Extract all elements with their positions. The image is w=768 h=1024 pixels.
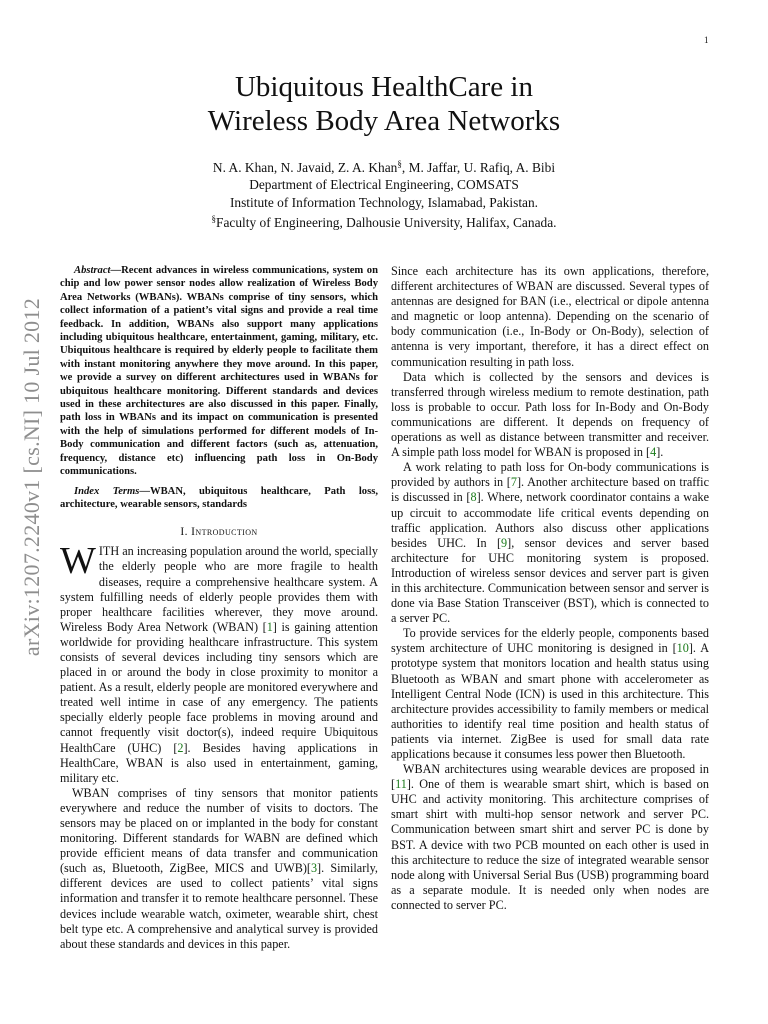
abstract-text: —Recent advances in wireless communications, system on chip and low power sensor nodes allow realization of Wireless Body Area Networks (WBANs). WBANs comprise of tiny sensors, which collect information of a patient’s vital signs and provide a real time feedback. In addition, WBANs also support many applications including ubiquitous healthcare, entertainment, gaming, military, etc. Ubiquitous healthcare is required by elderly people to facilitate them with instant monitoring anywhere they move around. In this paper, we provide a survey on different architectures used in WBANs for ubiquitous healthcare monitoring. Different standards and devices used in these architectures are also discussed in this paper. Finally, path loss in WBANs and its impact on communication is presented with the help of simulations performed for different models of In-Body communication and different factors (such as, attenuation, frequency, distance etc) influencing path loss in On-Body communications. [60, 265, 378, 478]
body-paragraph-5 [391, 762, 709, 913]
paper-header [60, 70, 708, 231]
drop-cap: W [60, 540, 96, 583]
paper-title [60, 70, 708, 138]
intro-paragraph-2 [60, 786, 378, 952]
affiliation-text-3: Faculty of Engineering, Dalhousie University, Halifax, Canada. [216, 214, 557, 230]
index-terms-text: —WBAN, ubiquitous healthcare, Path loss, architecture, wearable sensors, standards [60, 485, 378, 510]
author-names-part1: N. A. Khan, N. Javaid, Z. A. Khan [212, 160, 398, 175]
citation-link[interactable]: 3 [310, 861, 318, 876]
left-column [60, 264, 378, 952]
citation-link[interactable]: 2 [177, 740, 184, 755]
citation-link[interactable]: 4 [650, 445, 657, 460]
text-run: ]. Where, network coordinator contains a wake up circuit to accommodate life critical events depending on traffic application. Authors also discuss other applications besides UHC. In [ [391, 490, 709, 550]
body-paragraph-2 [391, 370, 709, 461]
page-number: 1 [704, 35, 709, 45]
citation-link[interactable]: 9 [501, 535, 508, 550]
index-terms-label: Index Terms [74, 485, 140, 497]
text-run: To provide services for the elderly people, components based system architecture of UHC monitoring is designed in [ [391, 626, 709, 656]
author-names [60, 156, 708, 176]
affiliation-mark-2: § [211, 213, 216, 224]
citation-link[interactable]: 11 [395, 777, 407, 792]
text-run: WBAN comprises of tiny sensors that monitor patients everywhere and reduce the number of visits to doctors. The sensors may be placed on or implanted in the body for constant monitoring. Different standards for WABN are defined which provide efficient means of data transfer and communication (such as, Bluetooth, ZigBee, MICS and UWB)[ [60, 785, 378, 876]
text-run: A work relating to path loss for On-body communications is provided by authors in [ [391, 460, 709, 490]
citation-link[interactable]: 8 [470, 490, 477, 505]
affiliation-mark: § [397, 159, 402, 169]
text-run: ] is gaining attention worldwide for providing healthcare infrastructure. This system consists of several devices including tiny sensors which are placed in or around the body in close proximity to monitor a patient. As a result, elderly people are monitored everywhere and treated well intime in case of any emergency. The patients specially elderly people face problems in moving around and cannot frequently visit doctor(s), indeed require Ubiquitous HealthCare (UHC) [ [60, 619, 379, 755]
right-column [391, 264, 709, 913]
text-run: ]. Besides having applications in HealthCare, WBAN is also used in entertainment, gaming, military etc. [60, 740, 379, 785]
section-heading-introduction: I. Introduction [180, 526, 258, 539]
title-line-1: Ubiquitous HealthCare in [234, 71, 533, 103]
abstract-label: Abstract [74, 265, 111, 276]
text-run: ]. One of them is wearable smart shirt, which is based on UHC and activity monitoring. This architecture comprises of smart shirt with multi-hop sensor network and server PC. Communication between smart shirt and server PC is done by BST. A device with two PCB mounted on each other is used in this architecture to reduce the size of integrated wearable sensor node along with Universal Serial Bus (USB) programming board as a separate module. It is needed only when nodes are connected to server PC. [391, 777, 709, 912]
author-names-part2: , M. Jaffar, U. Rafiq, A. Bibi [401, 160, 556, 175]
text-run: ]. Similarly, different devices are used to collect patients’ vital signs information and transfer it to remote healthcare personnel. These devices include wearable watch, oximeter, wearable shirt, chest belt type etc. A comprehensive and analytical survey is provided about these standards and devices in this paper. [60, 861, 378, 951]
intro-paragraph-1 [60, 540, 379, 786]
body-paragraph-4 [391, 626, 709, 762]
arxiv-identifier-text: arXiv:1207.2240v1 [cs.NI] 10 Jul 2012 [19, 297, 45, 657]
body-paragraph-1: Since each architecture has its own applications, therefore, different architectures of WBAN are discussed. Several types of antennas are designed for BAN (i.e., electrical or dipole antenna and magnetic or loop antenna). Depending on the scenario of body communication (i.e., In-Body or On-Body), selection of antenna is very important, therefore, it has a direct effect on communication resulting in path loss. [391, 264, 709, 369]
body-paragraph-3 [391, 460, 709, 626]
text-run: Data which is collected by the sensors and devices is transferred through wireless medium to remote destination, path loss is probable to occur. Path loss for In-Body and On-Body communications are different. It depends on frequency of operations as well as distance between transmitter and receiver. A simple path loss model for WBAN is proposed in [ [391, 369, 709, 460]
abstract [60, 264, 378, 479]
citation-link[interactable]: 7 [510, 475, 517, 490]
citation-link[interactable]: 10 [676, 641, 689, 656]
index-terms [60, 485, 378, 512]
text-run: ITH an increasing population around the world, specially the elderly people who are more fragile to health diseases, require a comprehensive healthcare system. A system fulfilling needs of elderly people provides them with proper healthcare facilities wherever, they move around. Wireless Body Area Network (WBAN) [ [60, 544, 378, 634]
text-run: ]. [656, 445, 664, 460]
title-line-2: Wireless Body Area Networks [207, 105, 561, 137]
affiliation-line-3 [60, 211, 708, 231]
affiliation-line-2: Institute of Information Technology, Islamabad, Pakistan. [229, 194, 539, 210]
arxiv-identifier-stamp [12, 262, 52, 692]
text-run: ]. A prototype system that monitors location and health status using Bluetooth as WBAN and smart phone with accelerometer as Intelligent Central Node (ICN) is used in this architecture. This architecture provides accessibility to family members or medical authorities to identify real time position and health status of patients via internet. ZigBee is used for small data rate applications because it consumes less power then Bluetooth. [391, 641, 710, 761]
text-run: ]. Another architecture based on traffic is discussed in [ [391, 475, 709, 505]
text-run: ], sensor devices and server based architecture for UHC monitoring system is proposed. Introduction of wireless sensor devices and server part is given in this architecture. Communication between sensor and server is done via Base Station Transceiver (BST), which is connected to a server PC. [391, 535, 709, 626]
citation-link[interactable]: 1 [266, 619, 273, 634]
author-block [60, 156, 708, 231]
affiliation-line-1: Department of Electrical Engineering, COMSATS [249, 177, 519, 193]
text-run: WBAN architectures using wearable devices are proposed in [ [391, 762, 709, 792]
